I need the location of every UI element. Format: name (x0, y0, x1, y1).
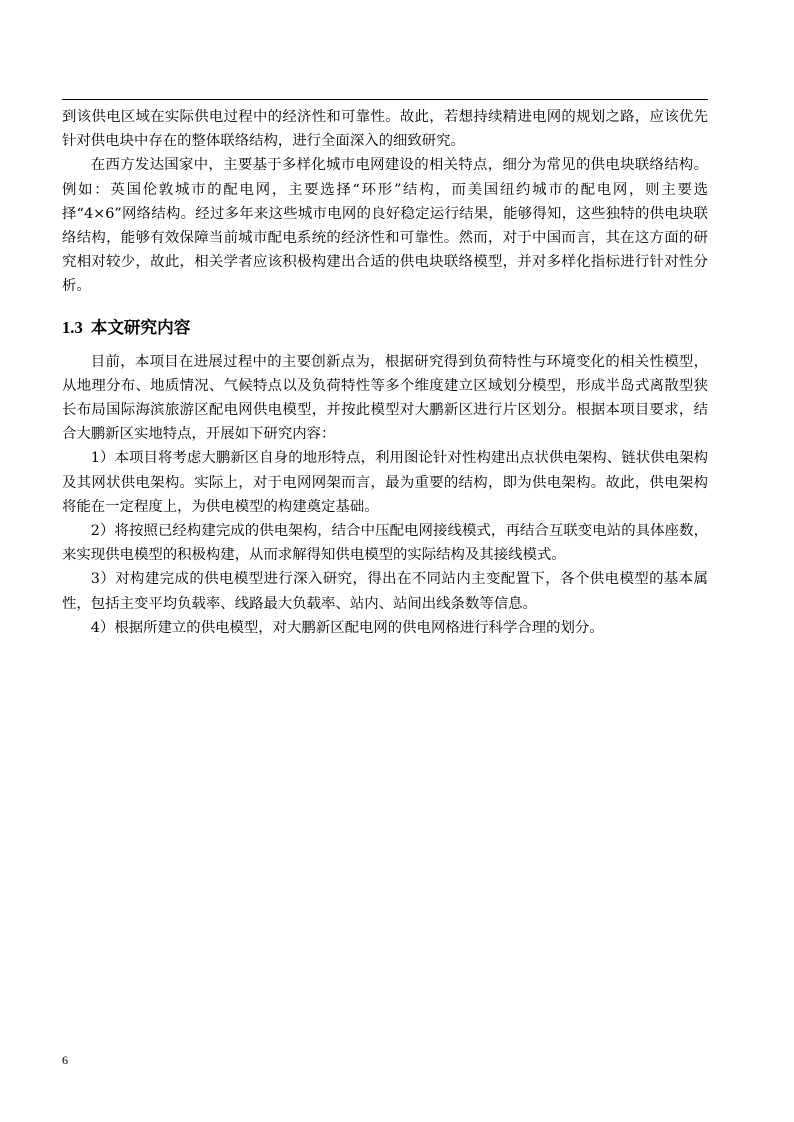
paragraph-continuation: 到该供电区域在实际供电过程中的经济性和可靠性。故此，若想持续精进电网的规划之路，应该优先针对供电块中存在的整体联络结构，进行全面深入的细致研究。 (62, 109, 708, 150)
paragraph-western-countries: 在西方发达国家中，主要基于多样化城市电网建设的相关特点，细分为常见的供电块联络结构。例如：英国伦敦城市的配电网，主要选择“环形”结构，而美国纽约城市的配电网，则主要选择“4×6”网络结构。经过多年来这些城市电网的良好稳定运行结果，能够得知，这些独特的供电块联络结构，能够有效保障当前城市配电系统的经济性和可靠性。然而，对于中国而言，其在这方面的研究相对较少，故此，相关学者应该积极构建出合适的供电块联络模型，并对多样化指标进行针对性分析。 (62, 157, 708, 295)
section-title: 本文研究内容 (90, 316, 191, 337)
document-body (62, 105, 708, 640)
page-number: 6 (62, 1053, 68, 1067)
list-item-3: 3）对构建完成的供电模型进行深入研究，得出在不同站内主变配置下，各个供电模型的基本属性，包括主变平均负载率、线路最大负载率、站内、站间出线条数等信息。 (62, 571, 708, 612)
list-item-1: 1）本项目将考虑大鹏新区自身的地形特点，利用图论针对性构建出点状供电架构、链状供电架构及其网状供电架构。实际上，对于电网网架而言，最为重要的结构，即为供电架构。故此，供电架构将能在一定程度上，为供电模型的构建奠定基础。 (62, 450, 708, 515)
header-rule (62, 99, 708, 100)
paragraph-innovation: 目前，本项目在进展过程中的主要创新点为，根据研究得到负荷特性与环境变化的相关性模型，从地理分布、地质情况、气候特点以及负荷特性等多个维度建立区域划分模型，形成半岛式离散型狭长布局国际海滨旅游区配电网供电模型，并按此模型对大鹏新区进行片区划分。根据本项目要求，结合大鹏新区实地特点，开展如下研究内容： (62, 353, 708, 443)
list-item-2: 2）将按照已经构建完成的供电架构，结合中压配电网接线模式，再结合互联变电站的具体座数，来实现供电模型的积极构建，从而求解得知供电模型的实际结构及其接线模式。 (62, 523, 708, 564)
list-item-4: 4）根据所建立的供电模型，对大鹏新区配电网的供电网格进行科学合理的划分。 (90, 619, 604, 636)
section-number: 1.3 (62, 317, 83, 337)
section-heading (62, 315, 708, 340)
